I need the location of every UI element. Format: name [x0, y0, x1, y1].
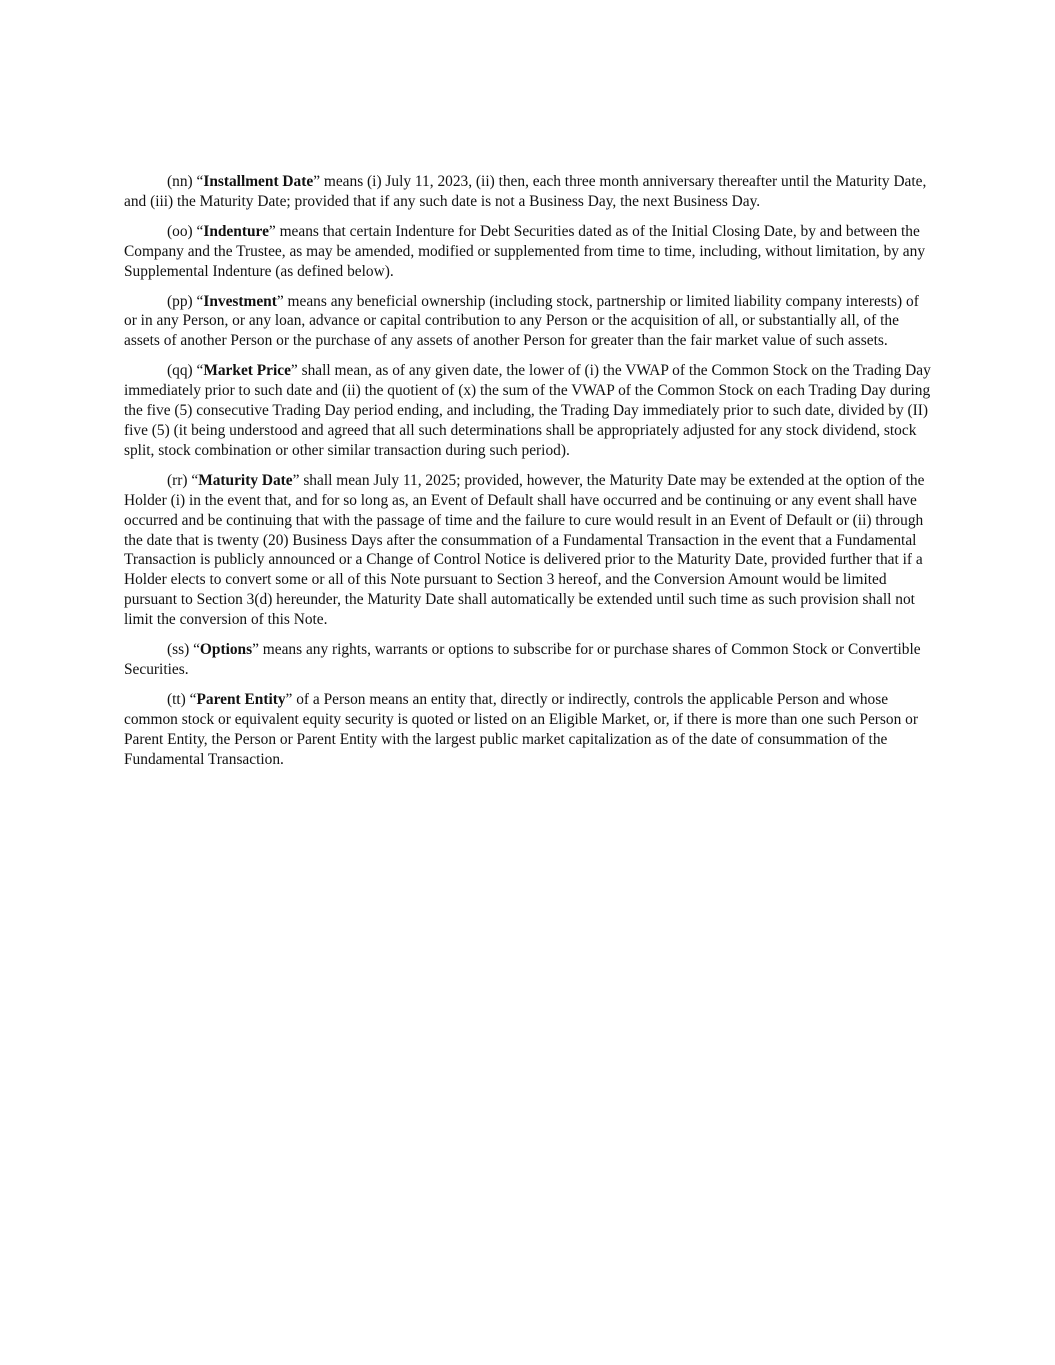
definition-market-price [124, 361, 932, 461]
defined-term: Maturity Date [198, 471, 293, 489]
defined-term: Investment [203, 292, 277, 310]
definition-label: (oo) “ [167, 222, 204, 240]
definition-label: (nn) “ [167, 173, 204, 190]
definition-investment [124, 292, 932, 352]
definition-label: (ss) “ [167, 641, 200, 659]
definition-body: ” shall mean, as of any given date, the lower of (i) the VWAP of the Common Stock on the Trading Day immediately prior to such date and (ii) the quotient of (x) the sum of the VWAP of the Common Stock on each Trading Day during the five (5) consecutive Trading Day period ending, and including, the Trading Day immediately prior to such date, divided by (II) five (5) (it being understood and agreed that all such determinations shall be appropriately adjusted for any stock dividend, stock split, stock combination or other similar transaction during such period). [124, 362, 931, 459]
definition-options [124, 640, 932, 680]
definition-maturity-date [124, 471, 932, 630]
definition-label: (rr) “ [167, 471, 199, 489]
definition-label: (pp) “ [167, 292, 204, 310]
definition-installment-date [124, 172, 932, 212]
definition-body: ” means any beneficial ownership (including stock, partnership or limited liability company interests) of or in any Person, or any loan, advance or capital contribution to any Person or the acquisition of all, or substantially all, of the assets of another Person or the purchase of any assets of another Person for greater than the fair market value of such assets. [124, 292, 919, 350]
definition-body: ” means that certain Indenture for Debt Securities dated as of the Initial Closing Date, by and between the Company and the Trustee, as may be amended, modified or supplemented from time to time, including, without limitation, by any Supplemental Indenture (as defined below). [124, 222, 926, 280]
definition-label: (qq) “ [167, 362, 204, 380]
defined-term: Market Price [203, 362, 291, 380]
defined-term: Installment Date [203, 173, 314, 190]
document-page [124, 172, 932, 779]
definition-body: ” shall mean July 11, 2025; provided, however, the Maturity Date may be extended at the option of the Holder (i) in the event that, and for so long as, an Event of Default shall have occurred and be continuing or any event shall have occurred and be continuing that with the passage of time and the failure to cure would result in an Event of Default or (ii) through the date that is twenty (20) Business Days after the consummation of a Fundamental Transaction in the event that a Fundamental Transaction is publicly announced or a Change of Control Notice is delivered prior to the Maturity Date, provided further that if a Holder elects to convert some or all of this Note pursuant to Section 3 hereof, and the Conversion Amount would be limited pursuant to Section 3(d) hereunder, the Maturity Date shall automatically be extended until such time as such provision shall not limit the conversion of this Note. [124, 471, 925, 629]
defined-term: Options [199, 641, 253, 659]
definition-body: ” of a Person means an entity that, directly or indirectly, controls the applicable Person and whose common stock or equivalent equity security is quoted or listed on an Eligible Market, or, if there is more than one such Person or Parent Entity, the Person or Parent Entity with the largest public market capitalization as of the date of consummation of the Fundamental Transaction. [124, 690, 918, 768]
defined-term: Parent Entity [196, 690, 286, 708]
definition-parent-entity [124, 690, 932, 770]
defined-term: Indenture [203, 222, 269, 240]
definition-label: (tt) “ [167, 690, 197, 708]
definition-body: ” means (i) July 11, 2023, (ii) then, each three month anniversary thereafter until the Maturity Date, and (iii) the Maturity Date; provided that if any such date is not a Business Day, the next Business Day. [124, 173, 927, 210]
definition-body: ” means any rights, warrants or options to subscribe for or purchase shares of Common Stock or Convertible Securities. [124, 641, 921, 678]
definition-indenture [124, 222, 932, 282]
